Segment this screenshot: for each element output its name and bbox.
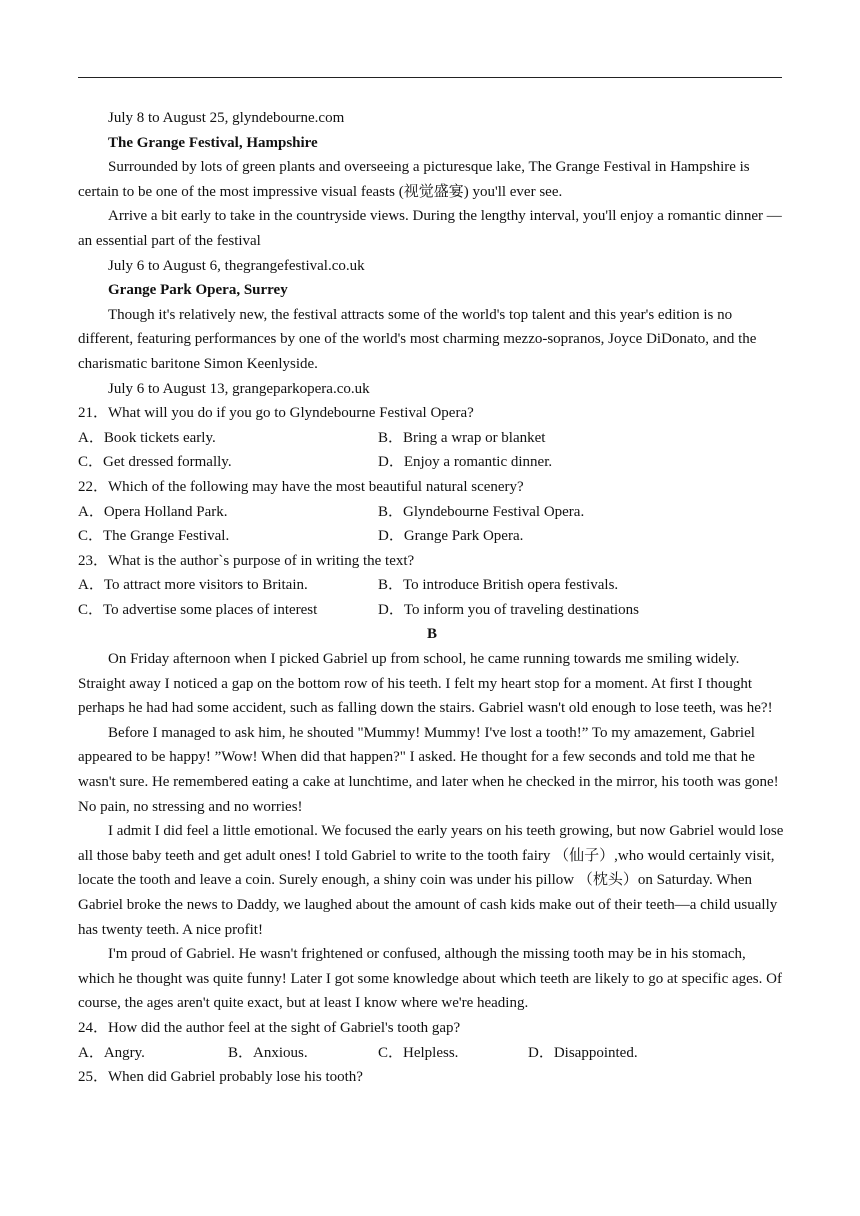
question-23-options-row-2 (78, 598, 786, 623)
grange-paragraph-2: Arrive a bit early to take in the countryside views. During the lengthy interval, you'll enjoy a romantic dinner — an essential part of the festival (78, 208, 782, 249)
passage-b-paragraph-2: Before I managed to ask him, he shouted "Mummy! Mummy! I've lost a tooth!” To my amazement, Gabriel appeared to be happy! ”Wow! When did that happen?" I asked. He thought for a few seconds and told me that he wasn't sure. He remembered eating a cake at lunchtime, and later when he checked in the mirror, his tooth was gone! No pain, no stressing and no worries! (78, 724, 779, 815)
grange-park-opera-paragraph: Though it's relatively new, the festival attracts some of the world's top talent and this year's edition is no different, featuring performances by one of the world's most charming mezzo-sopranos, Joyce DiDonato, and the charismatic baritone Simon Keenlyside. (78, 306, 757, 372)
grange-park-opera-dates: July 6 to August 13, grangeparkopera.co.uk (108, 380, 370, 397)
question-21-stem: 21．What will you do if you go to Glyndebourne Festival Opera? (78, 405, 474, 422)
question-24-option-b: B．Anxious. (228, 1044, 308, 1061)
question-21-options-row-1 (78, 426, 786, 451)
question-21-option-b: B．Bring a wrap or blanket (378, 429, 546, 446)
question-22-option-c: C．The Grange Festival. (78, 528, 230, 545)
grange-dates: July 6 to August 6, thegrangefestival.co.uk (108, 257, 365, 274)
question-21-option-d: D．Enjoy a romantic dinner. (378, 454, 553, 471)
question-23-option-b: B．To introduce British opera festivals. (378, 577, 619, 594)
question-24-stem: 24．How did the author feel at the sight of Gabriel's tooth gap? (78, 1019, 461, 1036)
question-24-option-c: C．Helpless. (378, 1044, 459, 1061)
passage-b-paragraph-1: On Friday afternoon when I picked Gabriel up from school, he came running towards me smiling widely. Straight away I noticed a gap on the bottom row of his teeth. I felt my heart stop for a moment. At first I thought perhaps he had had some accident, such as falling down the stairs. Gabriel wasn't old enough to lose teeth, was he?! (78, 651, 773, 717)
question-25-stem: 25．When did Gabriel probably lose his tooth? (78, 1069, 363, 1086)
question-22-option-b: B．Glyndebourne Festival Opera. (378, 503, 585, 520)
question-22-option-d: D．Grange Park Opera. (378, 528, 524, 545)
document-body (78, 106, 786, 1090)
question-23-option-a: A．To attract more visitors to Britain. (78, 577, 308, 594)
grange-festival-title: The Grange Festival, Hampshire (108, 134, 318, 151)
glyndebourne-dates: July 8 to August 25, glyndebourne.com (108, 110, 345, 126)
question-24-option-a: A．Angry. (78, 1044, 145, 1061)
question-21-option-c: C．Get dressed formally. (78, 454, 232, 471)
question-21-options-row-2 (78, 450, 786, 475)
question-24-options (78, 1041, 786, 1066)
grange-park-opera-title: Grange Park Opera, Surrey (108, 282, 288, 299)
section-b-heading: B (426, 626, 437, 643)
passage-b-paragraph-3: I admit I did feel a little emotional. We focused the early years on his teeth growing, but now Gabriel would lose all those baby teeth and get adult ones! I told Gabriel to write to the tooth fairy （仙子）,who would certainly visit, locate the tooth and leave a coin. Surely enough, a shiny coin was under his pillow （枕头）on Saturday. When Gabriel broke the news to Daddy, we laughed about the amount of cash kids make out of their teeth—a child usually has twenty teeth. A nice profit! (78, 823, 784, 938)
question-22-option-a: A．Opera Holland Park. (78, 503, 228, 520)
question-23-options-row-1 (78, 573, 786, 598)
question-23-option-c: C．To advertise some places of interest (78, 601, 318, 618)
grange-paragraph-1: Surrounded by lots of green plants and overseeing a picturesque lake, The Grange Festival in Hampshire is certain to be one of the most impressive visual feasts (视觉盛宴) you'll ever see. (78, 159, 750, 200)
question-22-options-row-1 (78, 500, 786, 525)
question-23-option-d: D．To inform you of traveling destinations (378, 601, 639, 618)
header-rule (78, 77, 782, 78)
question-21-option-a: A．Book tickets early. (78, 429, 216, 446)
question-24-option-d: D．Disappointed. (528, 1044, 638, 1061)
question-23-stem: 23．What is the author`s purpose of in writing the text? (78, 552, 415, 569)
passage-b-paragraph-4: I'm proud of Gabriel. He wasn't frightened or confused, although the missing tooth may be in his stomach, which he thought was quite funny! Later I got some knowledge about which teeth are likely to go at specific ages. Of course, the ages aren't quite exact, but at least I know where we're heading. (78, 946, 782, 1012)
question-22-stem: 22．Which of the following may have the most beautiful natural scenery? (78, 478, 524, 495)
question-22-options-row-2 (78, 524, 786, 549)
